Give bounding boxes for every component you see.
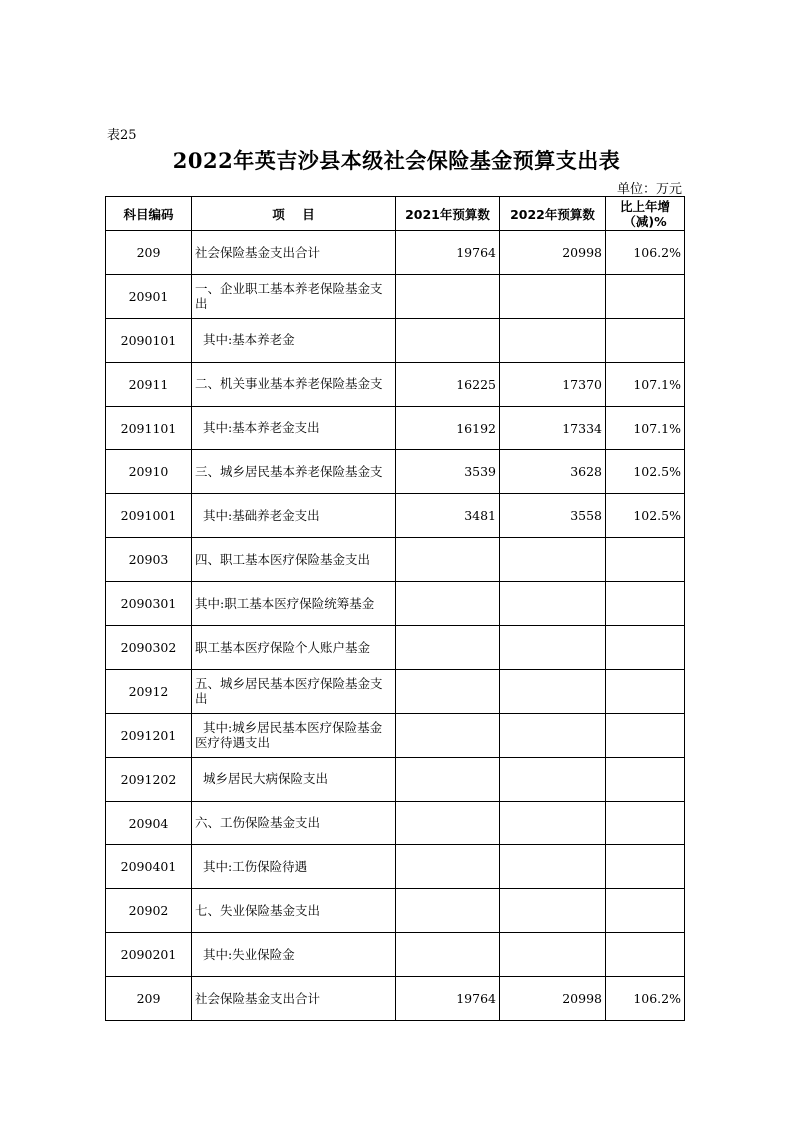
- row-change: [606, 889, 685, 933]
- page-title: 2022年英吉沙县本级社会保险基金预算支出表: [172, 148, 621, 173]
- row-budget-2021: [396, 318, 500, 362]
- row-budget-2021: [396, 889, 500, 933]
- row-change: [606, 538, 685, 582]
- row-budget-2021: 3539: [396, 450, 500, 494]
- row-item: 社会保险基金支出合计: [192, 231, 396, 275]
- row-change: [606, 626, 685, 670]
- row-code: 20903: [106, 538, 192, 582]
- row-change: [606, 582, 685, 626]
- row-budget-2022: [500, 889, 606, 933]
- row-budget-2022: 3558: [500, 494, 606, 538]
- row-budget-2022: 20998: [500, 977, 606, 1021]
- row-budget-2022: 3628: [500, 450, 606, 494]
- row-code: 2091202: [106, 757, 192, 801]
- row-code: 2091001: [106, 494, 192, 538]
- row-code: 20902: [106, 889, 192, 933]
- row-item: 三、城乡居民基本养老保险基金支: [192, 450, 396, 494]
- table-row: [106, 274, 685, 318]
- row-budget-2022: [500, 318, 606, 362]
- row-budget-2022: [500, 538, 606, 582]
- row-budget-2022: [500, 713, 606, 757]
- row-budget-2021: 19764: [396, 977, 500, 1021]
- row-budget-2021: [396, 582, 500, 626]
- table-row: [106, 362, 685, 406]
- row-code: 2090101: [106, 318, 192, 362]
- row-budget-2021: 16192: [396, 406, 500, 450]
- header-item: 项 目: [192, 197, 396, 231]
- row-item: 其中:职工基本医疗保险统筹基金: [192, 582, 396, 626]
- row-budget-2022: 20998: [500, 231, 606, 275]
- table-row: [106, 669, 685, 713]
- row-code: 20904: [106, 801, 192, 845]
- row-budget-2021: [396, 274, 500, 318]
- row-code: 2090301: [106, 582, 192, 626]
- row-item: 社会保险基金支出合计: [192, 977, 396, 1021]
- table-row: [106, 713, 685, 757]
- table-row: [106, 933, 685, 977]
- header-code: 科目编码: [106, 197, 192, 231]
- table-body: [106, 231, 685, 1021]
- row-budget-2021: 19764: [396, 231, 500, 275]
- row-item: 七、失业保险基金支出: [192, 889, 396, 933]
- table-row: [106, 494, 685, 538]
- row-change: 102.5%: [606, 450, 685, 494]
- row-item: 四、职工基本医疗保险基金支出: [192, 538, 396, 582]
- row-code: 2090401: [106, 845, 192, 889]
- header-budget-2022: 2022年预算数: [500, 197, 606, 231]
- budget-table: [105, 196, 685, 1021]
- row-budget-2022: [500, 274, 606, 318]
- row-budget-2021: [396, 801, 500, 845]
- row-code: 2090302: [106, 626, 192, 670]
- row-item: 其中:城乡居民基本医疗保险基金医疗待遇支出: [192, 713, 396, 757]
- row-item: 一、企业职工基本养老保险基金支出: [192, 274, 396, 318]
- table-row: [106, 406, 685, 450]
- row-change: 106.2%: [606, 977, 685, 1021]
- table-header-row: [106, 197, 685, 231]
- row-budget-2022: 17370: [500, 362, 606, 406]
- row-budget-2022: [500, 801, 606, 845]
- row-item: 其中:基本养老金: [192, 318, 396, 362]
- table-row: [106, 538, 685, 582]
- row-change: [606, 933, 685, 977]
- row-budget-2022: [500, 669, 606, 713]
- row-change: [606, 845, 685, 889]
- row-item: 职工基本医疗保险个人账户基金: [192, 626, 396, 670]
- row-budget-2022: [500, 845, 606, 889]
- row-code: 209: [106, 977, 192, 1021]
- row-budget-2021: 3481: [396, 494, 500, 538]
- row-code: 20910: [106, 450, 192, 494]
- row-change: 106.2%: [606, 231, 685, 275]
- table-row: [106, 450, 685, 494]
- table-row: [106, 231, 685, 275]
- row-budget-2021: [396, 757, 500, 801]
- table-row: [106, 889, 685, 933]
- row-code: 2091101: [106, 406, 192, 450]
- row-code: 2091201: [106, 713, 192, 757]
- row-item: 六、工伤保险基金支出: [192, 801, 396, 845]
- row-change: 107.1%: [606, 362, 685, 406]
- table-row: [106, 801, 685, 845]
- row-code: 20901: [106, 274, 192, 318]
- row-budget-2021: 16225: [396, 362, 500, 406]
- row-change: 107.1%: [606, 406, 685, 450]
- row-change: 102.5%: [606, 494, 685, 538]
- row-item: 五、城乡居民基本医疗保险基金支出: [192, 669, 396, 713]
- row-change: [606, 713, 685, 757]
- table-row: [106, 582, 685, 626]
- table-row: [106, 977, 685, 1021]
- table-label: 表25: [107, 128, 137, 143]
- table-row: [106, 318, 685, 362]
- row-budget-2022: [500, 626, 606, 670]
- row-change: [606, 757, 685, 801]
- row-change: [606, 318, 685, 362]
- row-item: 其中:失业保险金: [192, 933, 396, 977]
- row-budget-2021: [396, 538, 500, 582]
- unit-label: 单位：万元: [616, 182, 682, 197]
- table-row: [106, 845, 685, 889]
- row-change: [606, 669, 685, 713]
- row-change: [606, 274, 685, 318]
- row-item: 二、机关事业基本养老保险基金支: [192, 362, 396, 406]
- row-budget-2021: [396, 845, 500, 889]
- row-code: 209: [106, 231, 192, 275]
- table-row: [106, 757, 685, 801]
- row-code: 20912: [106, 669, 192, 713]
- row-item: 其中:基础养老金支出: [192, 494, 396, 538]
- row-item: 其中:工伤保险待遇: [192, 845, 396, 889]
- row-code: 2090201: [106, 933, 192, 977]
- table-row: [106, 626, 685, 670]
- header-budget-2021: 2021年预算数: [396, 197, 500, 231]
- row-budget-2021: [396, 626, 500, 670]
- row-item: 城乡居民大病保险支出: [192, 757, 396, 801]
- row-code: 20911: [106, 362, 192, 406]
- header-change: 比上年增（减)%: [606, 197, 685, 231]
- row-budget-2022: [500, 933, 606, 977]
- row-budget-2021: [396, 713, 500, 757]
- row-change: [606, 801, 685, 845]
- row-budget-2022: [500, 757, 606, 801]
- row-budget-2021: [396, 933, 500, 977]
- row-budget-2022: [500, 582, 606, 626]
- row-item: 其中:基本养老金支出: [192, 406, 396, 450]
- row-budget-2021: [396, 669, 500, 713]
- row-budget-2022: 17334: [500, 406, 606, 450]
